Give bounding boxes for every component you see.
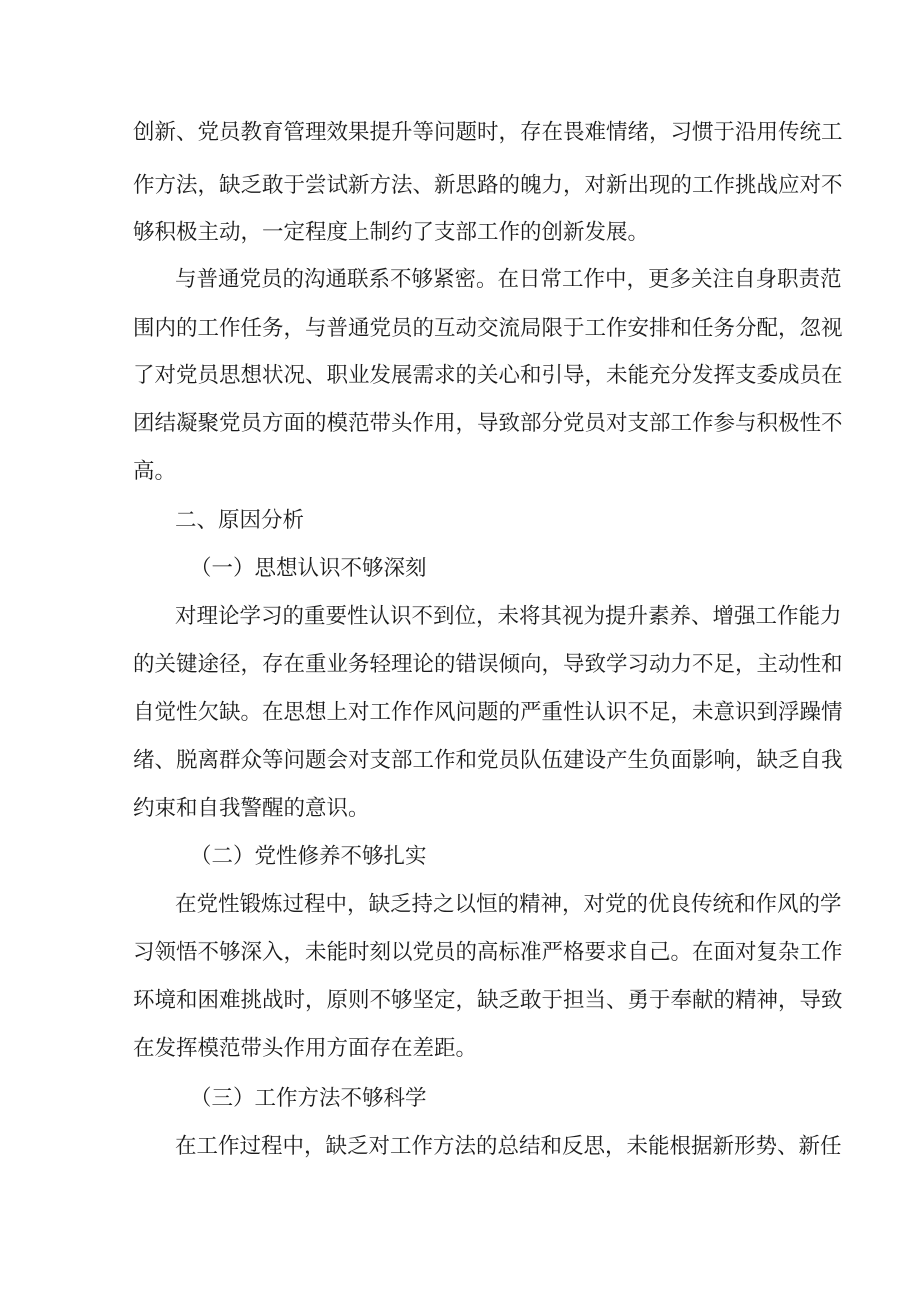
paragraph-line: 作方法，缺乏敢于尝试新方法、新思路的魄力，对新出现的工作挑战应对不 <box>133 173 843 198</box>
subsection-heading: （一）思想认识不够深刻 <box>190 556 427 581</box>
paragraph-line: 团结凝聚党员方面的模范带头作用，导致部分党员对支部工作参与积极性不 <box>133 411 843 436</box>
section-heading: 二、原因分析 <box>175 508 305 533</box>
paragraph-line: 习领悟不够深入，未能时刻以党员的高标准严格要求自己。在面对复杂工作 <box>133 940 843 965</box>
paragraph-line: 围内的工作任务，与普通党员的互动交流局限于工作安排和任务分配，忽视 <box>133 316 843 341</box>
paragraph-line: 自觉性欠缺。在思想上对工作作风问题的严重性认识不足，未意识到浮躁情 <box>133 700 843 725</box>
paragraph-line: 高。 <box>133 459 177 484</box>
paragraph-line: 与普通党员的沟通联系不够紧密。在日常工作中，更多关注自身职责范 <box>175 267 842 292</box>
paragraph-line: 在工作过程中，缺乏对工作方法的总结和反思，未能根据新形势、新任 <box>175 1134 842 1159</box>
paragraph-line: 环境和困难挑战时，原则不够坚定，缺乏敢于担当、勇于奉献的精神，导致 <box>133 988 843 1013</box>
paragraph-line: 绪、脱离群众等问题会对支部工作和党员队伍建设产生负面影响，缺乏自我 <box>133 748 843 773</box>
paragraph-line: 对理论学习的重要性认识不到位，未将其视为提升素养、增强工作能力 <box>175 604 842 629</box>
paragraph-line: 创新、党员教育管理效果提升等问题时，存在畏难情绪，习惯于沿用传统工 <box>133 120 843 145</box>
paragraph-line: 约束和自我警醒的意识。 <box>133 796 370 821</box>
subsection-heading: （三）工作方法不够科学 <box>190 1086 427 1111</box>
paragraph-line: 在发挥模范带头作用方面存在差距。 <box>133 1036 478 1061</box>
paragraph-line: 在党性锻炼过程中，缺乏持之以恒的精神，对党的优良传统和作风的学 <box>175 892 842 917</box>
paragraph-line: 够积极主动，一定程度上制约了支部工作的创新发展。 <box>133 220 650 245</box>
paragraph-line: 了对党员思想状况、职业发展需求的关心和引导，未能充分发挥支委成员在 <box>133 363 843 388</box>
paragraph-line: 的关键途径，存在重业务轻理论的错误倾向，导致学习动力不足，主动性和 <box>133 652 843 677</box>
subsection-heading: （二）党性修养不够扎实 <box>190 844 427 869</box>
